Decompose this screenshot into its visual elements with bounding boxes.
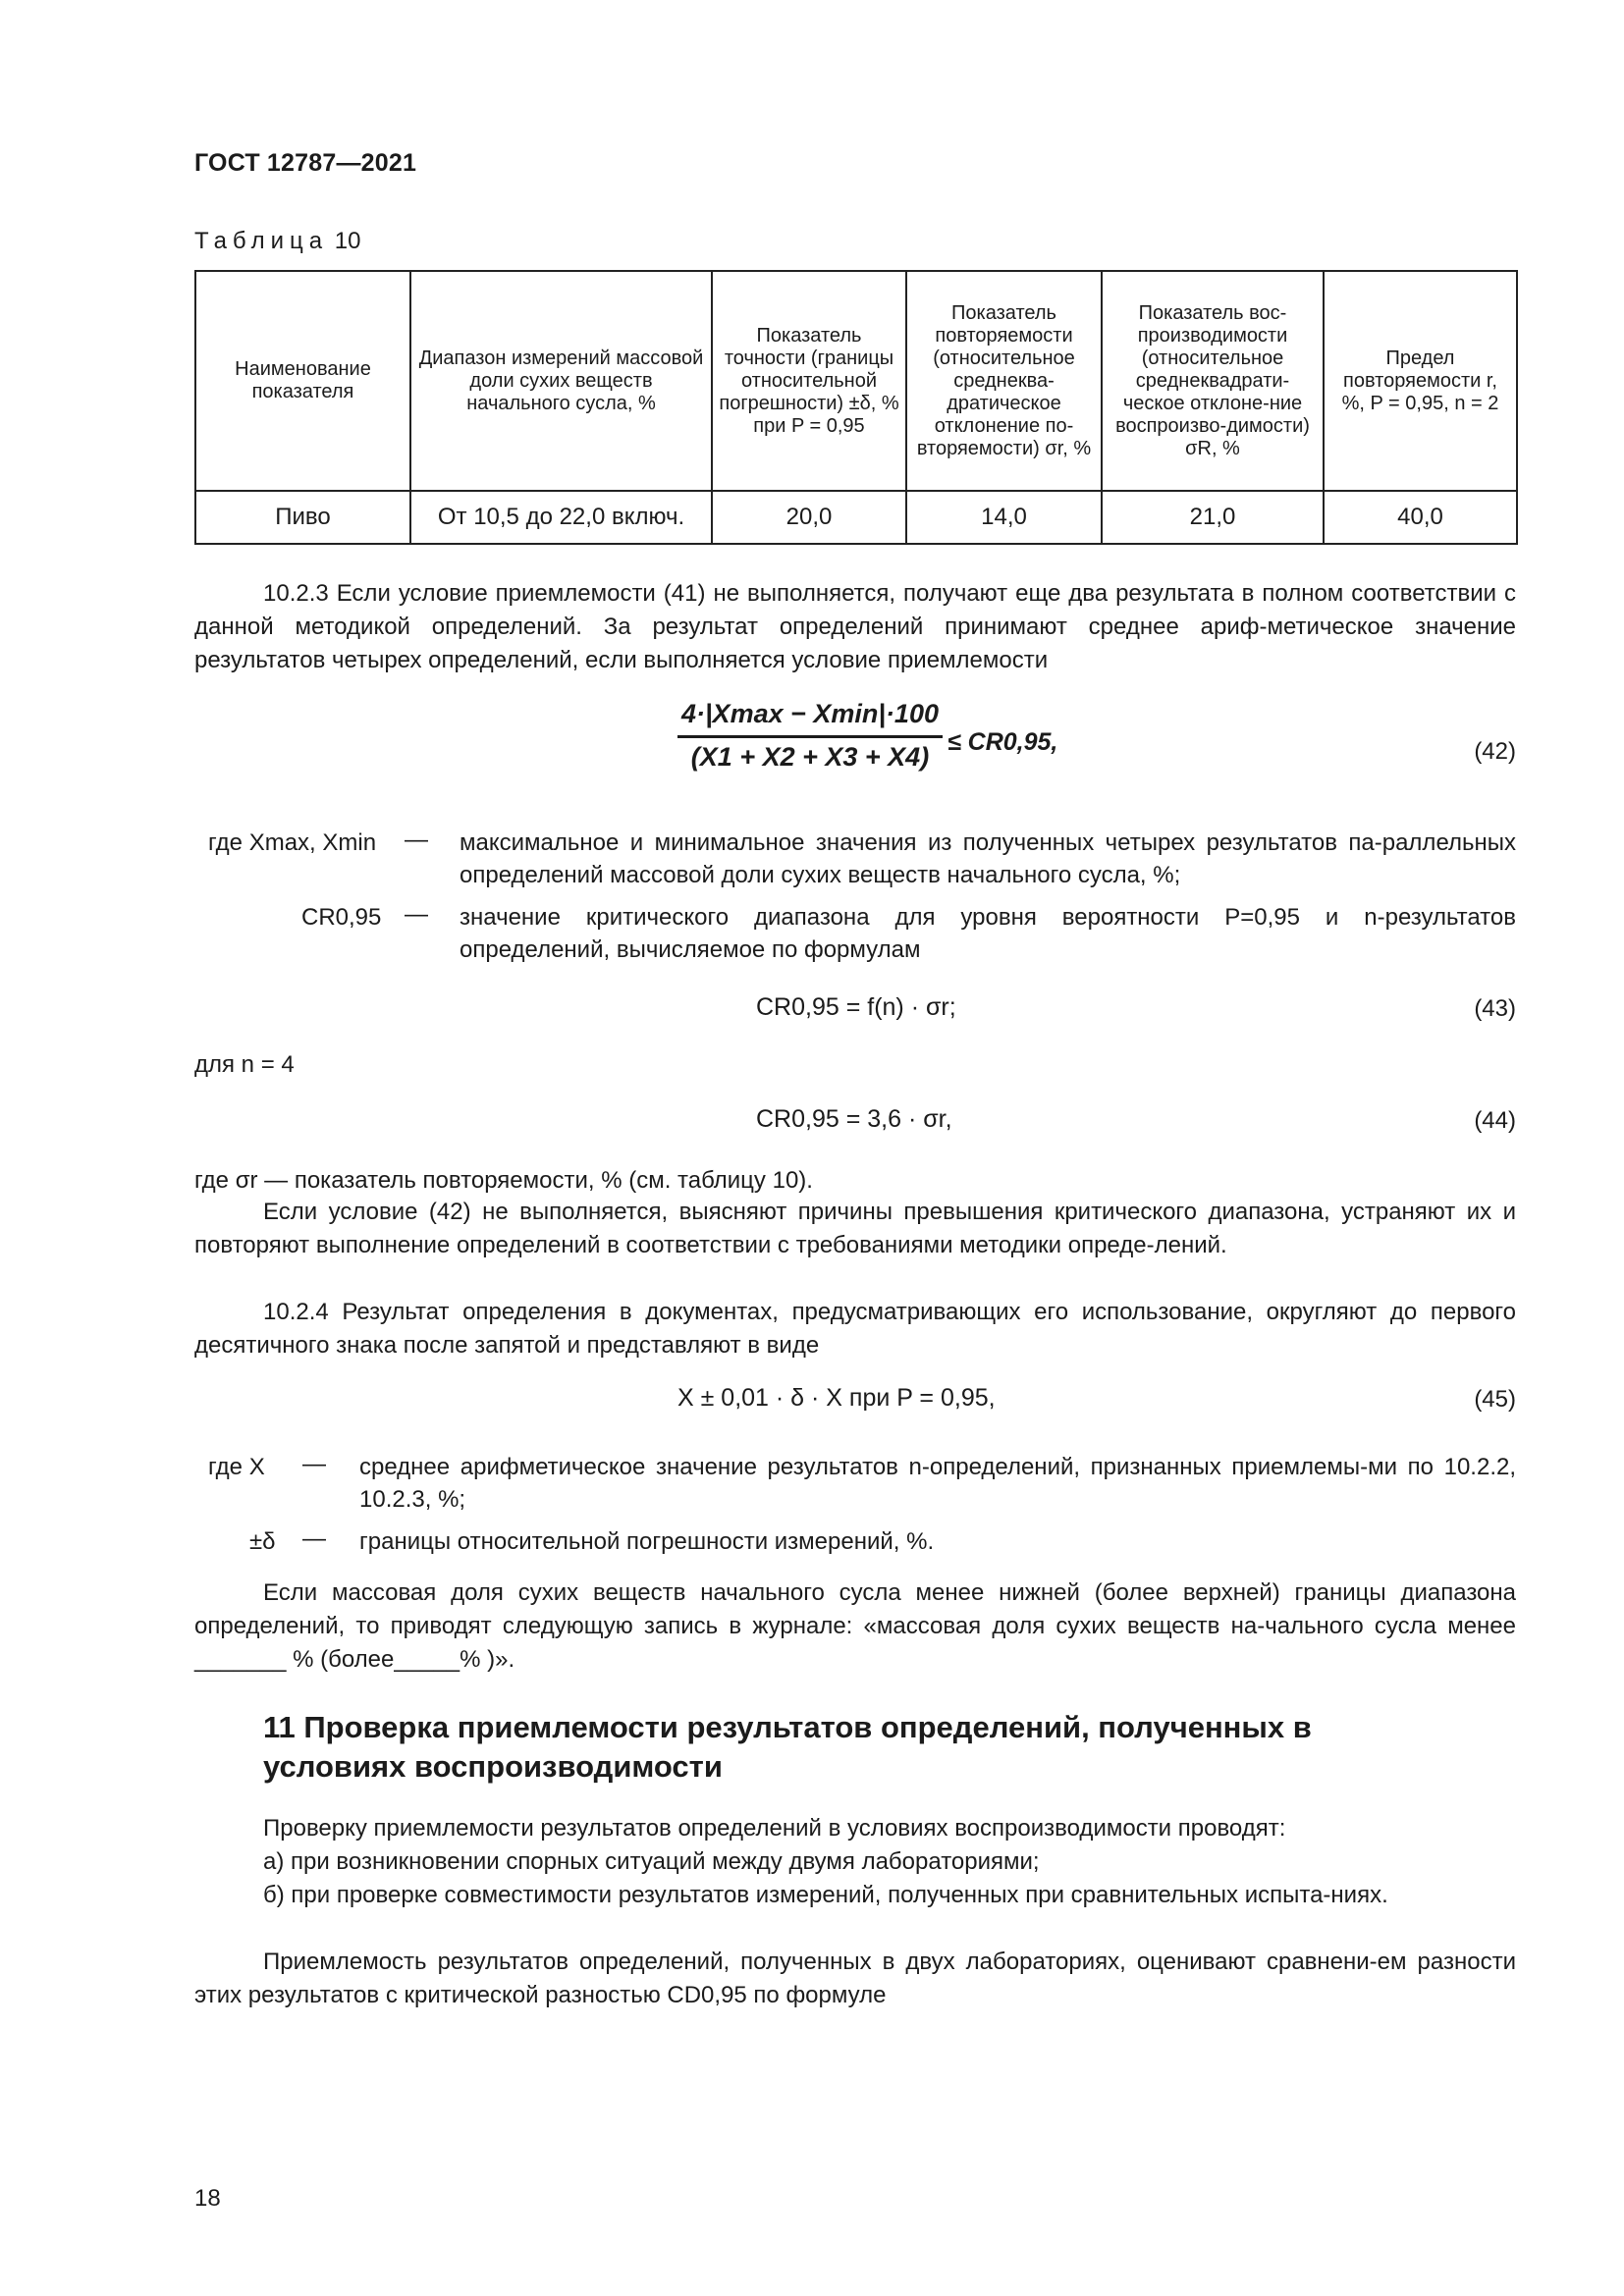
table-caption	[194, 228, 360, 255]
page-number: 18	[194, 2185, 221, 2212]
paragraph-10-2-4: 10.2.4 Результат определения в документах, предусматривающих его использование, округляют до первого десятичного знака после запятой и представляют в виде	[194, 1299, 1516, 1359]
table-header-cell: Показатель вос-производимости (относительное среднеквадрати-ческое отклоне-ние воспроизво-димости) σR, %	[1102, 271, 1324, 491]
table-header-cell: Показатель точности (границы относительной погрешности) ±δ, % при P = 0,95	[712, 271, 906, 491]
section-11-heading: 11 Проверка приемлемости результатов определений, полученных в условиях воспроизводимости	[263, 1710, 1312, 1784]
table-cell: 40,0	[1324, 491, 1517, 544]
paragraph-10-2-3: 10.2.3 Если условие приемлемости (41) не выполняется, получают еще два результата в полном соответствии с данной методикой определений. За результат определений принимают среднее ариф-метическое значение результатов четырех определений, если выполняется условие приемлемости	[194, 580, 1516, 673]
formula-42-denominator: (X1 + X2 + X3 + X4)	[690, 742, 930, 772]
definition-dash: —	[302, 1525, 326, 1552]
definition-dash: —	[302, 1451, 326, 1477]
table-header-row	[195, 271, 1517, 491]
paragraph-11-c: Приемлемость результатов определений, полученных в двух лабораториях, оценивают сравнени-ем разности этих результатов с критической разностью CD0,95 по формуле	[194, 1949, 1516, 2008]
table-header-cell: Показатель повторяемости (относительное среднеква-дратическое отклонение по-вторяемости) σr, %	[906, 271, 1102, 491]
where-sigma-line: где σr — показатель повторяемости, % (см. таблицу 10).	[194, 1167, 813, 1194]
table-cell: 20,0	[712, 491, 906, 544]
table-header-cell: Наименование показателя	[195, 271, 410, 491]
document-header: ГОСТ 12787—2021	[194, 149, 417, 177]
for-n-4-line: для n = 4	[194, 1051, 295, 1078]
table-cell: От 10,5 до 22,0 включ.	[410, 491, 712, 544]
table-header-cell: Предел повторяемости r, %, P = 0,95, n = 2	[1324, 271, 1517, 491]
definition-dash: —	[405, 901, 428, 928]
table-10	[194, 270, 1518, 545]
table-row	[195, 491, 1517, 544]
formula-43: CR0,95 = f(n) · σr;	[756, 993, 956, 1021]
formula-45: X ± 0,01 · δ · X при P = 0,95,	[677, 1384, 996, 1412]
table-cell: 14,0	[906, 491, 1102, 544]
table-caption-number: 10	[334, 228, 361, 254]
formula-42-fraction	[677, 699, 943, 773]
table-cell: Пиво	[195, 491, 410, 544]
table-header-cell: Диапазон измерений массовой доли сухих веществ начального сусла, %	[410, 271, 712, 491]
table-cell: 21,0	[1102, 491, 1324, 544]
formula-42-numerator: 4·|Xmax − Xmin|·100	[677, 699, 943, 738]
definition-term: где Xmax, Xmin	[208, 829, 377, 856]
paragraph-11-b: б) при проверке совместимости результатов измерений, полученных при сравнительных испыта-ниях.	[263, 1882, 1388, 1908]
paragraph-11-a: а) при возникновении спорных ситуаций между двумя лабораториями;	[263, 1848, 1040, 1875]
paragraph-11-intro: Проверку приемлемости результатов определений в условиях воспроизводимости проводят:	[263, 1815, 1286, 1842]
formula-44: CR0,95 = 3,6 · σr,	[756, 1105, 952, 1133]
paragraph-mass-fraction: Если массовая доля сухих веществ начального сусла менее нижней (более верхней) границы диапазона определений, то приводят следующую запись в журнале: «массовая доля сухих веществ на-чального сусла менее _______ % (более_____% )».	[194, 1579, 1516, 1673]
definition-term: ±δ	[249, 1528, 276, 1555]
definition-dash: —	[405, 827, 428, 853]
definition-term: где X	[208, 1454, 265, 1480]
formula-44-number: (44)	[1474, 1107, 1516, 1134]
paragraph-if-condition: Если условие (42) не выполняется, выясняют причины превышения критического диапазона, устраняют их и повторяют выполнение определений в соответствии с требованиями методики опреде-лений.	[194, 1199, 1516, 1258]
definition-text: максимальное и минимальное значения из полученных четырех результатов па-раллельных определений массовой доли сухих веществ начального сусла, %;	[460, 829, 1516, 888]
formula-42-number: (42)	[1474, 738, 1516, 765]
definition-term: CR0,95	[301, 904, 382, 931]
formula-45-number: (45)	[1474, 1386, 1516, 1413]
table-caption-word: Таблица	[194, 228, 329, 254]
definition-text: значение критического диапазона для уровня вероятности P=0,95 и n-результатов определений, вычисляемое по формулам	[460, 904, 1516, 963]
definition-text: среднее арифметическое значение результатов n-определений, признанных приемлемы-ми по 10.2.2, 10.2.3, %;	[359, 1454, 1516, 1513]
definition-text: границы относительной погрешности измерений, %.	[359, 1528, 935, 1555]
formula-43-number: (43)	[1474, 995, 1516, 1022]
formula-42-rhs: ≤ CR0,95,	[947, 728, 1058, 756]
